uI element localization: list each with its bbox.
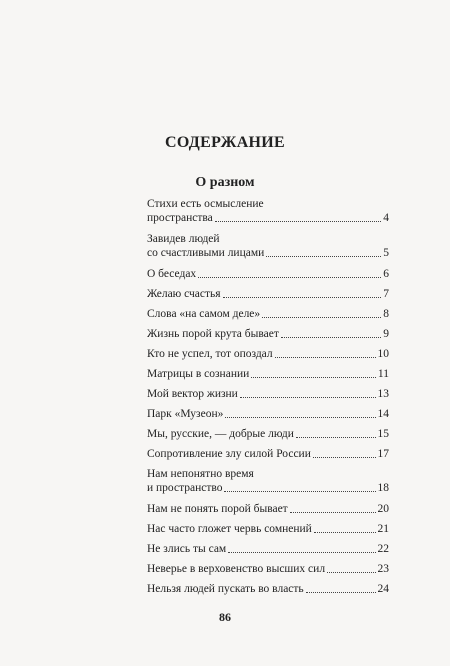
table-of-contents — [147, 197, 389, 602]
toc-page-number: 5 — [383, 247, 389, 259]
dot-leader — [223, 296, 382, 298]
dot-leader — [314, 531, 376, 533]
dot-leader — [225, 416, 375, 418]
dot-leader — [290, 511, 376, 513]
toc-entry — [147, 467, 389, 495]
toc-entry-title: Слова «на самом деле» — [147, 308, 261, 320]
toc-entry — [147, 542, 389, 556]
toc-page-number: 10 — [377, 348, 389, 360]
toc-entry-title-line1: Нам непонятно время — [147, 468, 254, 480]
toc-entry-title-line1: Завидев людей — [147, 233, 220, 245]
dot-leader — [262, 316, 381, 318]
toc-page-number: 15 — [377, 428, 389, 440]
toc-page-number: 23 — [377, 563, 389, 575]
toc-entry — [147, 367, 389, 381]
dot-leader — [281, 336, 381, 338]
toc-entry-title: Желаю счастья — [147, 288, 221, 300]
toc-entry-title: Неверье в верховенство высших сил — [147, 563, 326, 575]
dot-leader — [327, 571, 375, 573]
toc-entry-title: Мы, русские, — добрые люди — [147, 428, 294, 440]
toc-entry — [147, 287, 389, 301]
toc-entry-title-line1: Стихи есть осмысление — [147, 198, 264, 210]
toc-entry-title: со счастливыми лицами — [147, 247, 265, 259]
toc-entry — [147, 562, 389, 576]
dot-leader — [275, 356, 376, 358]
toc-page-number: 7 — [383, 288, 389, 300]
toc-entry-title: Жизнь порой крута бывает — [147, 328, 279, 340]
toc-page-number: 11 — [377, 368, 389, 380]
toc-entry — [147, 267, 389, 281]
toc-page-number: 14 — [377, 408, 389, 420]
dot-leader — [228, 551, 375, 553]
toc-entry — [147, 327, 389, 341]
toc-page-number: 6 — [383, 268, 389, 280]
toc-entry-title: Сопротивление злу силой России — [147, 448, 311, 460]
toc-page-number: 17 — [377, 448, 389, 460]
toc-page-number: 20 — [377, 503, 389, 515]
toc-entry — [147, 407, 389, 421]
toc-page-number: 18 — [377, 482, 389, 494]
dot-leader — [266, 255, 381, 257]
dot-leader — [240, 396, 376, 398]
toc-entry-title: О беседах — [147, 268, 197, 280]
toc-page-number: 4 — [383, 212, 389, 224]
dot-leader — [251, 376, 376, 378]
toc-entry-title: Нас часто гложет червь сомнений — [147, 523, 312, 535]
toc-page-number: 9 — [383, 328, 389, 340]
page-title: СОДЕРЖАНИЕ — [164, 134, 286, 151]
toc-entry-title: Матрицы в сознании — [147, 368, 250, 380]
toc-entry-title: Кто не успел, тот опоздал — [147, 348, 273, 360]
dot-leader — [198, 276, 381, 278]
toc-entry — [147, 307, 389, 321]
toc-entry — [147, 232, 389, 260]
toc-page-number: 24 — [377, 583, 389, 595]
toc-entry — [147, 522, 389, 536]
toc-entry — [147, 347, 389, 361]
toc-page-number: 21 — [377, 523, 389, 535]
toc-entry-title: Нельзя людей пускать во власть — [147, 583, 304, 595]
toc-entry-title: Не злись ты сам — [147, 543, 227, 555]
toc-page-number: 8 — [383, 308, 389, 320]
toc-entry-title: Нам не понять порой бывает — [147, 503, 288, 515]
toc-entry-title: Мой вектор жизни — [147, 388, 238, 400]
toc-entry — [147, 447, 389, 461]
dot-leader — [224, 490, 375, 492]
toc-page-number: 13 — [377, 388, 389, 400]
page-number-footer: 86 — [219, 610, 231, 624]
section-heading: О разном — [195, 175, 255, 190]
dot-leader — [313, 456, 376, 458]
toc-entry — [147, 387, 389, 401]
toc-page-number: 22 — [377, 543, 389, 555]
toc-entry-title: Парк «Музеон» — [147, 408, 224, 420]
toc-entry-title: пространства — [147, 212, 213, 224]
toc-entry — [147, 197, 389, 225]
toc-entry — [147, 427, 389, 441]
toc-entry — [147, 502, 389, 516]
toc-entry-title: и пространство — [147, 482, 223, 494]
toc-entry — [147, 582, 389, 596]
dot-leader — [215, 220, 382, 222]
dot-leader — [306, 591, 376, 593]
dot-leader — [296, 436, 376, 438]
